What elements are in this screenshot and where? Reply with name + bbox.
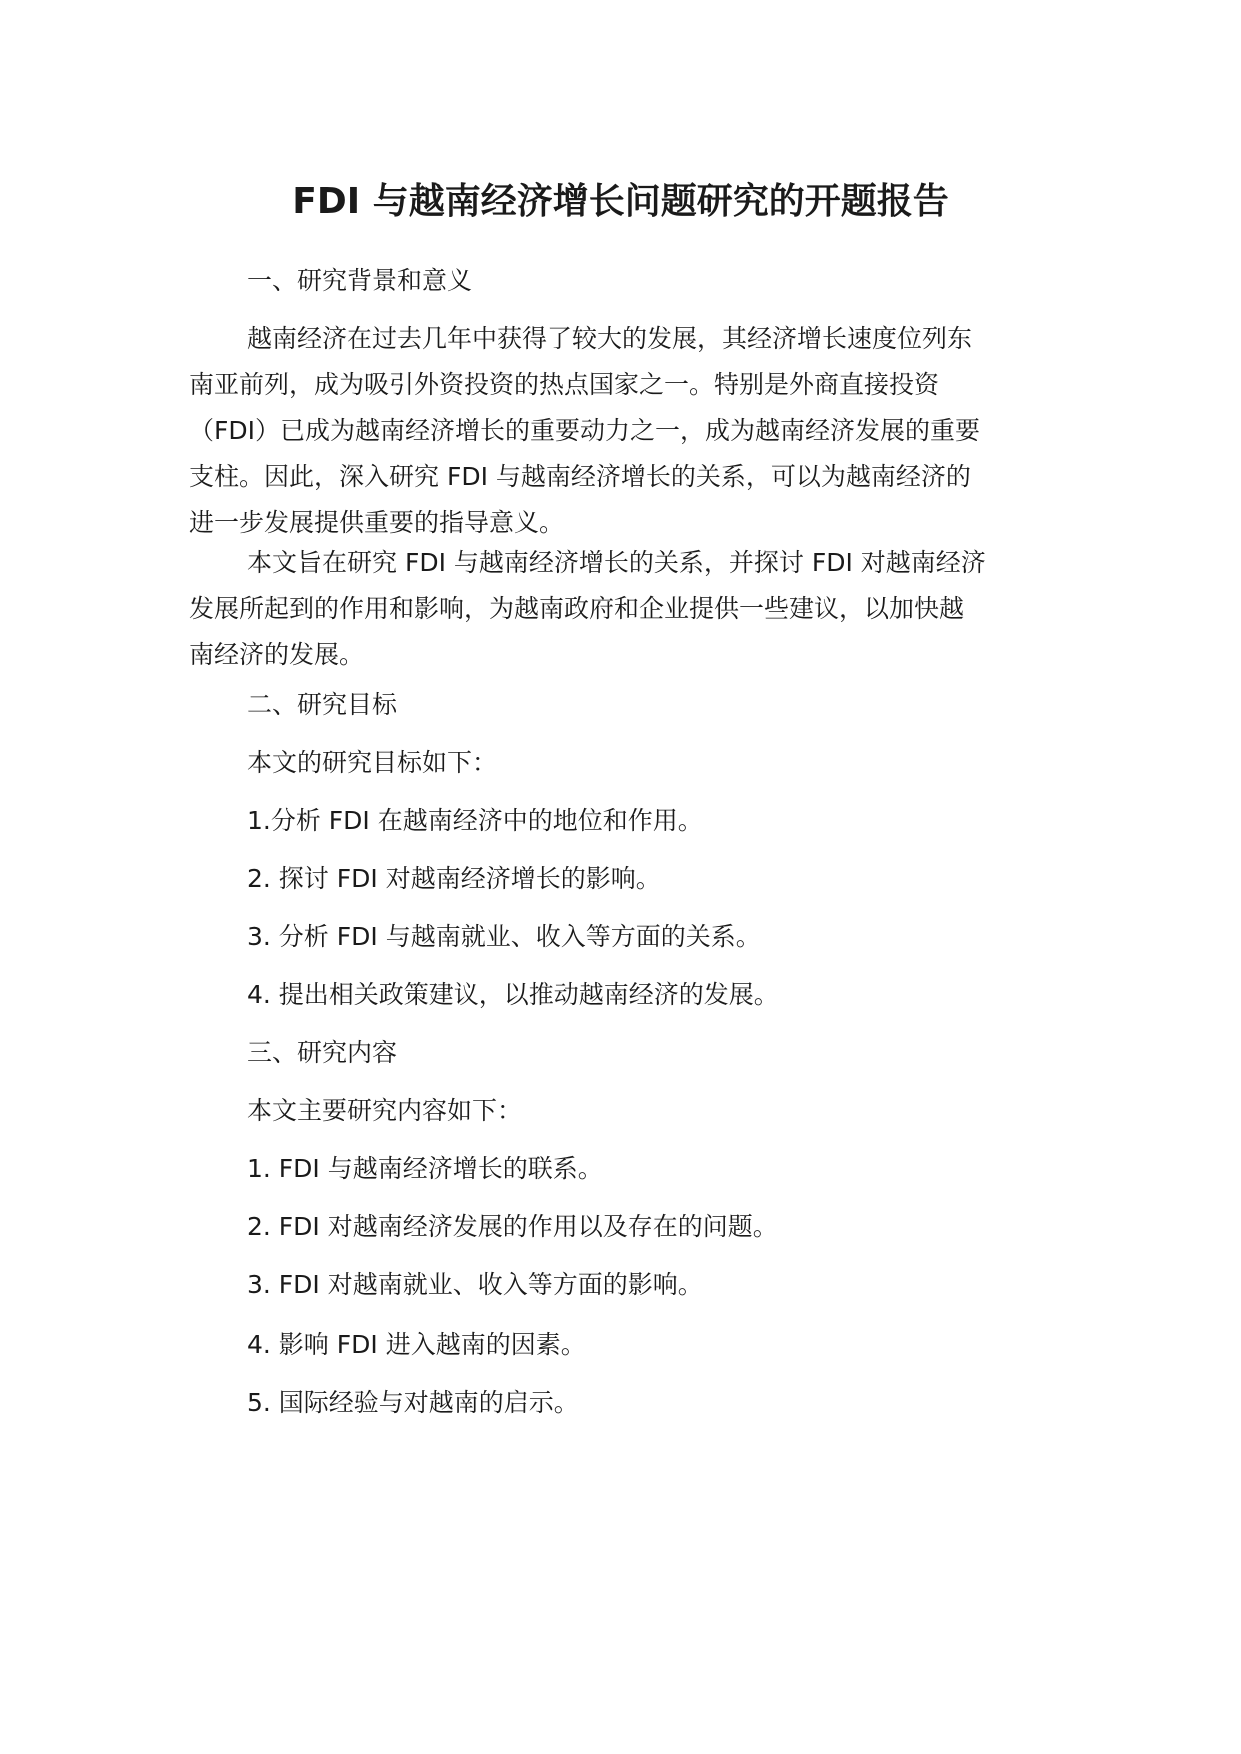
section-heading-goals: 二、研究目标 xyxy=(247,690,398,719)
content-item: 2. FDI 对越南经济发展的作用以及存在的问题。 xyxy=(247,1212,778,1241)
paragraph-line: 发展所起到的作用和影响，为越南政府和企业提供一些建议，以加快越 xyxy=(189,594,965,623)
paragraph-line: 越南经济在过去几年中获得了较大的发展，其经济增长速度位列东 xyxy=(247,324,973,353)
content-intro: 本文主要研究内容如下： xyxy=(247,1096,523,1125)
content-item: 3. FDI 对越南就业、收入等方面的影响。 xyxy=(247,1270,703,1299)
goal-item: 4. 提出相关政策建议，以推动越南经济的发展。 xyxy=(247,980,779,1009)
paragraph-purpose xyxy=(189,540,1057,678)
paragraph-line: 支柱。因此，深入研究 FDI 与越南经济增长的关系，可以为越南经济的 xyxy=(189,462,971,491)
goal-item: 3. 分析 FDI 与越南就业、收入等方面的关系。 xyxy=(247,922,761,951)
document-title: FDI 与越南经济增长问题研究的开题报告 xyxy=(292,181,949,222)
paragraph-line: 进一步发展提供重要的指导意义。 xyxy=(189,508,565,537)
paragraph-line: 南亚前列，成为吸引外资投资的热点国家之一。特别是外商直接投资 xyxy=(189,370,940,399)
section-heading-background: 一、研究背景和意义 xyxy=(247,266,473,295)
goal-item: 2. 探讨 FDI 对越南经济增长的影响。 xyxy=(247,864,661,893)
paragraph-line: 南经济的发展。 xyxy=(189,640,365,669)
paragraph-line: （FDI）已成为越南经济增长的重要动力之一，成为越南经济发展的重要 xyxy=(189,416,981,445)
section-heading-content: 三、研究内容 xyxy=(247,1038,398,1067)
paragraph-line: 本文旨在研究 FDI 与越南经济增长的关系，并探讨 FDI 对越南经济 xyxy=(247,548,986,577)
paragraph-background xyxy=(189,316,1057,546)
content-item: 1. FDI 与越南经济增长的联系。 xyxy=(247,1154,603,1183)
goals-intro: 本文的研究目标如下： xyxy=(247,748,498,777)
content-item: 5. 国际经验与对越南的启示。 xyxy=(247,1388,579,1417)
goal-item: 1.分析 FDI 在越南经济中的地位和作用。 xyxy=(247,806,703,835)
content-item: 4. 影响 FDI 进入越南的因素。 xyxy=(247,1330,586,1359)
